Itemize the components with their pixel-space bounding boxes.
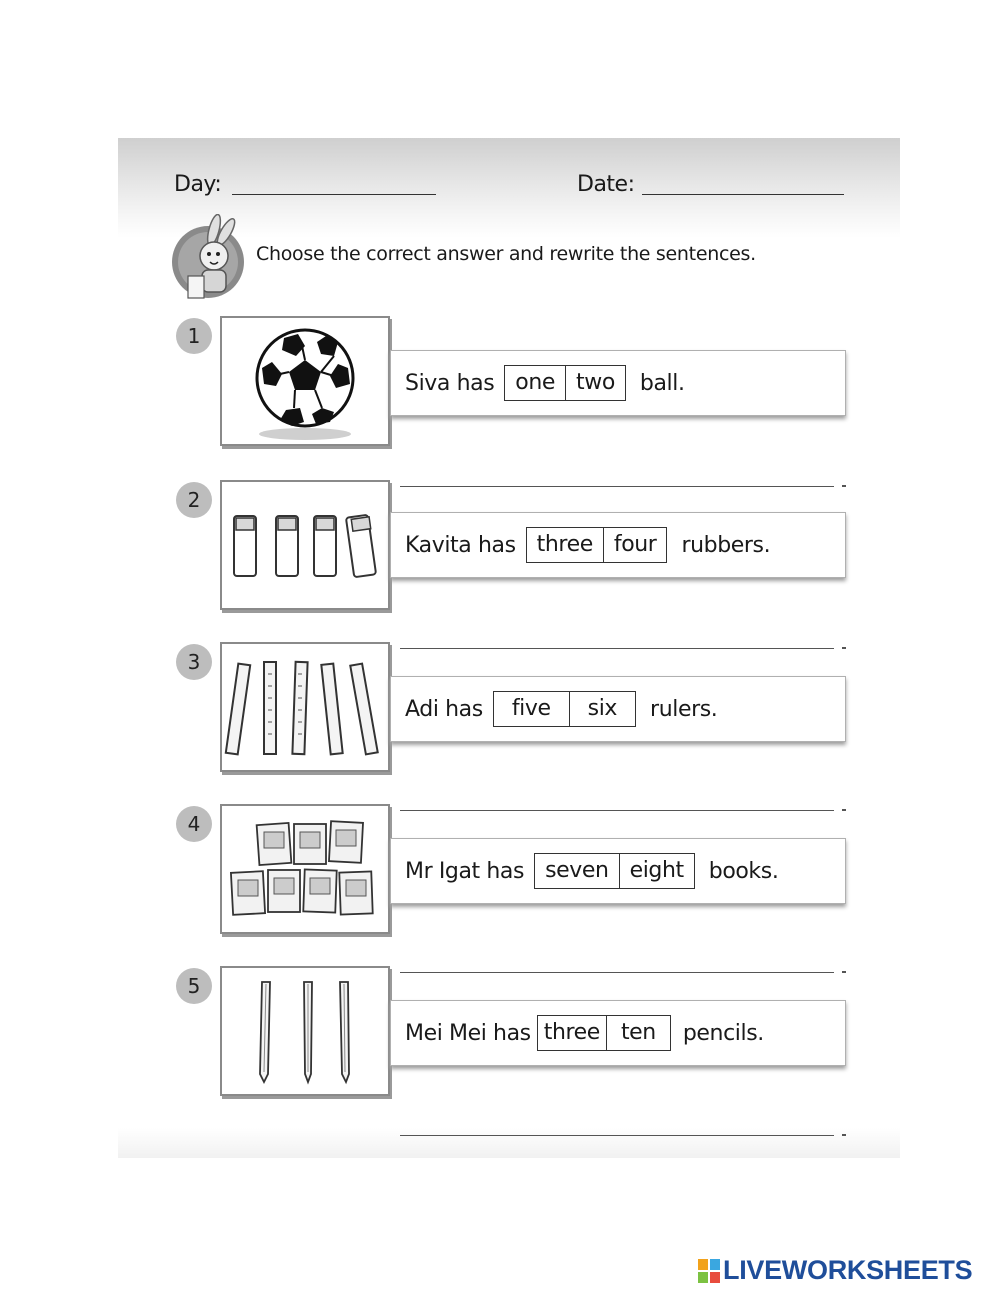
pencils-icon (222, 968, 388, 1094)
sentence (405, 839, 778, 903)
sentence-box (390, 1000, 846, 1066)
choice-option-b[interactable]: eight (619, 854, 694, 888)
worksheet-footer-band (118, 1128, 900, 1158)
choice-group (537, 1015, 671, 1051)
choice-option-a[interactable]: seven (545, 858, 609, 883)
choice-group (534, 853, 695, 889)
picture-frame (220, 642, 390, 772)
sentence-suffix: rubbers. (681, 532, 771, 558)
choice-group (493, 691, 636, 727)
answer-period (842, 485, 846, 487)
brand-name: LIVEWORKSHEETS (723, 1255, 973, 1285)
rubbers-icon (222, 482, 388, 608)
sentence-prefix: Mr Igat has (405, 858, 525, 884)
sentence-box (390, 676, 846, 742)
choice-option-a[interactable]: three (543, 1020, 600, 1045)
picture-frame (220, 480, 390, 610)
choice-option-b[interactable]: six (569, 692, 635, 726)
sentence-prefix: Mei Mei has (405, 1020, 531, 1046)
date-field-line[interactable] (642, 194, 844, 195)
liveworksheets-logo-icon (698, 1259, 720, 1283)
question-number-badge: 3 (176, 644, 212, 680)
picture-frame (220, 804, 390, 934)
sentence-prefix: Kavita has (405, 532, 516, 558)
sentence-suffix: rulers. (650, 696, 718, 722)
sentence-prefix: Adi has (405, 696, 483, 722)
sentence-suffix: ball. (639, 370, 685, 396)
answer-line[interactable] (400, 1135, 834, 1136)
picture-frame (220, 966, 390, 1096)
answer-period (842, 647, 846, 649)
sentence (405, 677, 717, 741)
answer-period (842, 971, 846, 973)
sentence-box (390, 838, 846, 904)
day-field-line[interactable] (232, 194, 436, 195)
question-number-badge: 5 (176, 968, 212, 1004)
rabbit-mascot-icon (170, 214, 246, 302)
choice-option-b[interactable]: four (603, 528, 667, 562)
answer-line[interactable] (400, 972, 834, 973)
sentence (405, 351, 685, 415)
choice-group (526, 527, 668, 563)
sentence-box (390, 512, 846, 578)
choice-option-b[interactable]: ten (606, 1016, 670, 1050)
question-number-badge: 1 (176, 318, 212, 354)
picture-frame (220, 316, 390, 446)
books-icon (222, 806, 388, 932)
answer-line[interactable] (400, 810, 834, 811)
choice-option-a[interactable]: one (515, 370, 556, 395)
rulers-icon (222, 644, 388, 770)
brand-logo (698, 1255, 972, 1286)
answer-period (842, 809, 846, 811)
football-icon (222, 318, 388, 444)
date-label: Date: (577, 172, 635, 197)
answer-line[interactable] (400, 648, 834, 649)
choice-group (504, 365, 626, 401)
sentence-suffix: pencils. (682, 1020, 764, 1046)
answer-line[interactable] (400, 486, 834, 487)
answer-period (842, 1134, 846, 1136)
sentence-box (390, 350, 846, 416)
question-number-badge: 4 (176, 806, 212, 842)
day-label: Day: (174, 172, 222, 197)
sentence-suffix: books. (708, 858, 779, 884)
sentence (405, 1001, 764, 1065)
choice-option-a[interactable]: five (511, 696, 551, 721)
instruction-text: Choose the correct answer and rewrite the sentences. (256, 243, 756, 265)
choice-option-b[interactable]: two (565, 366, 625, 400)
question-number-badge: 2 (176, 482, 212, 518)
sentence-prefix: Siva has (405, 370, 495, 396)
choice-option-a[interactable]: three (536, 532, 593, 557)
sentence (405, 513, 770, 577)
